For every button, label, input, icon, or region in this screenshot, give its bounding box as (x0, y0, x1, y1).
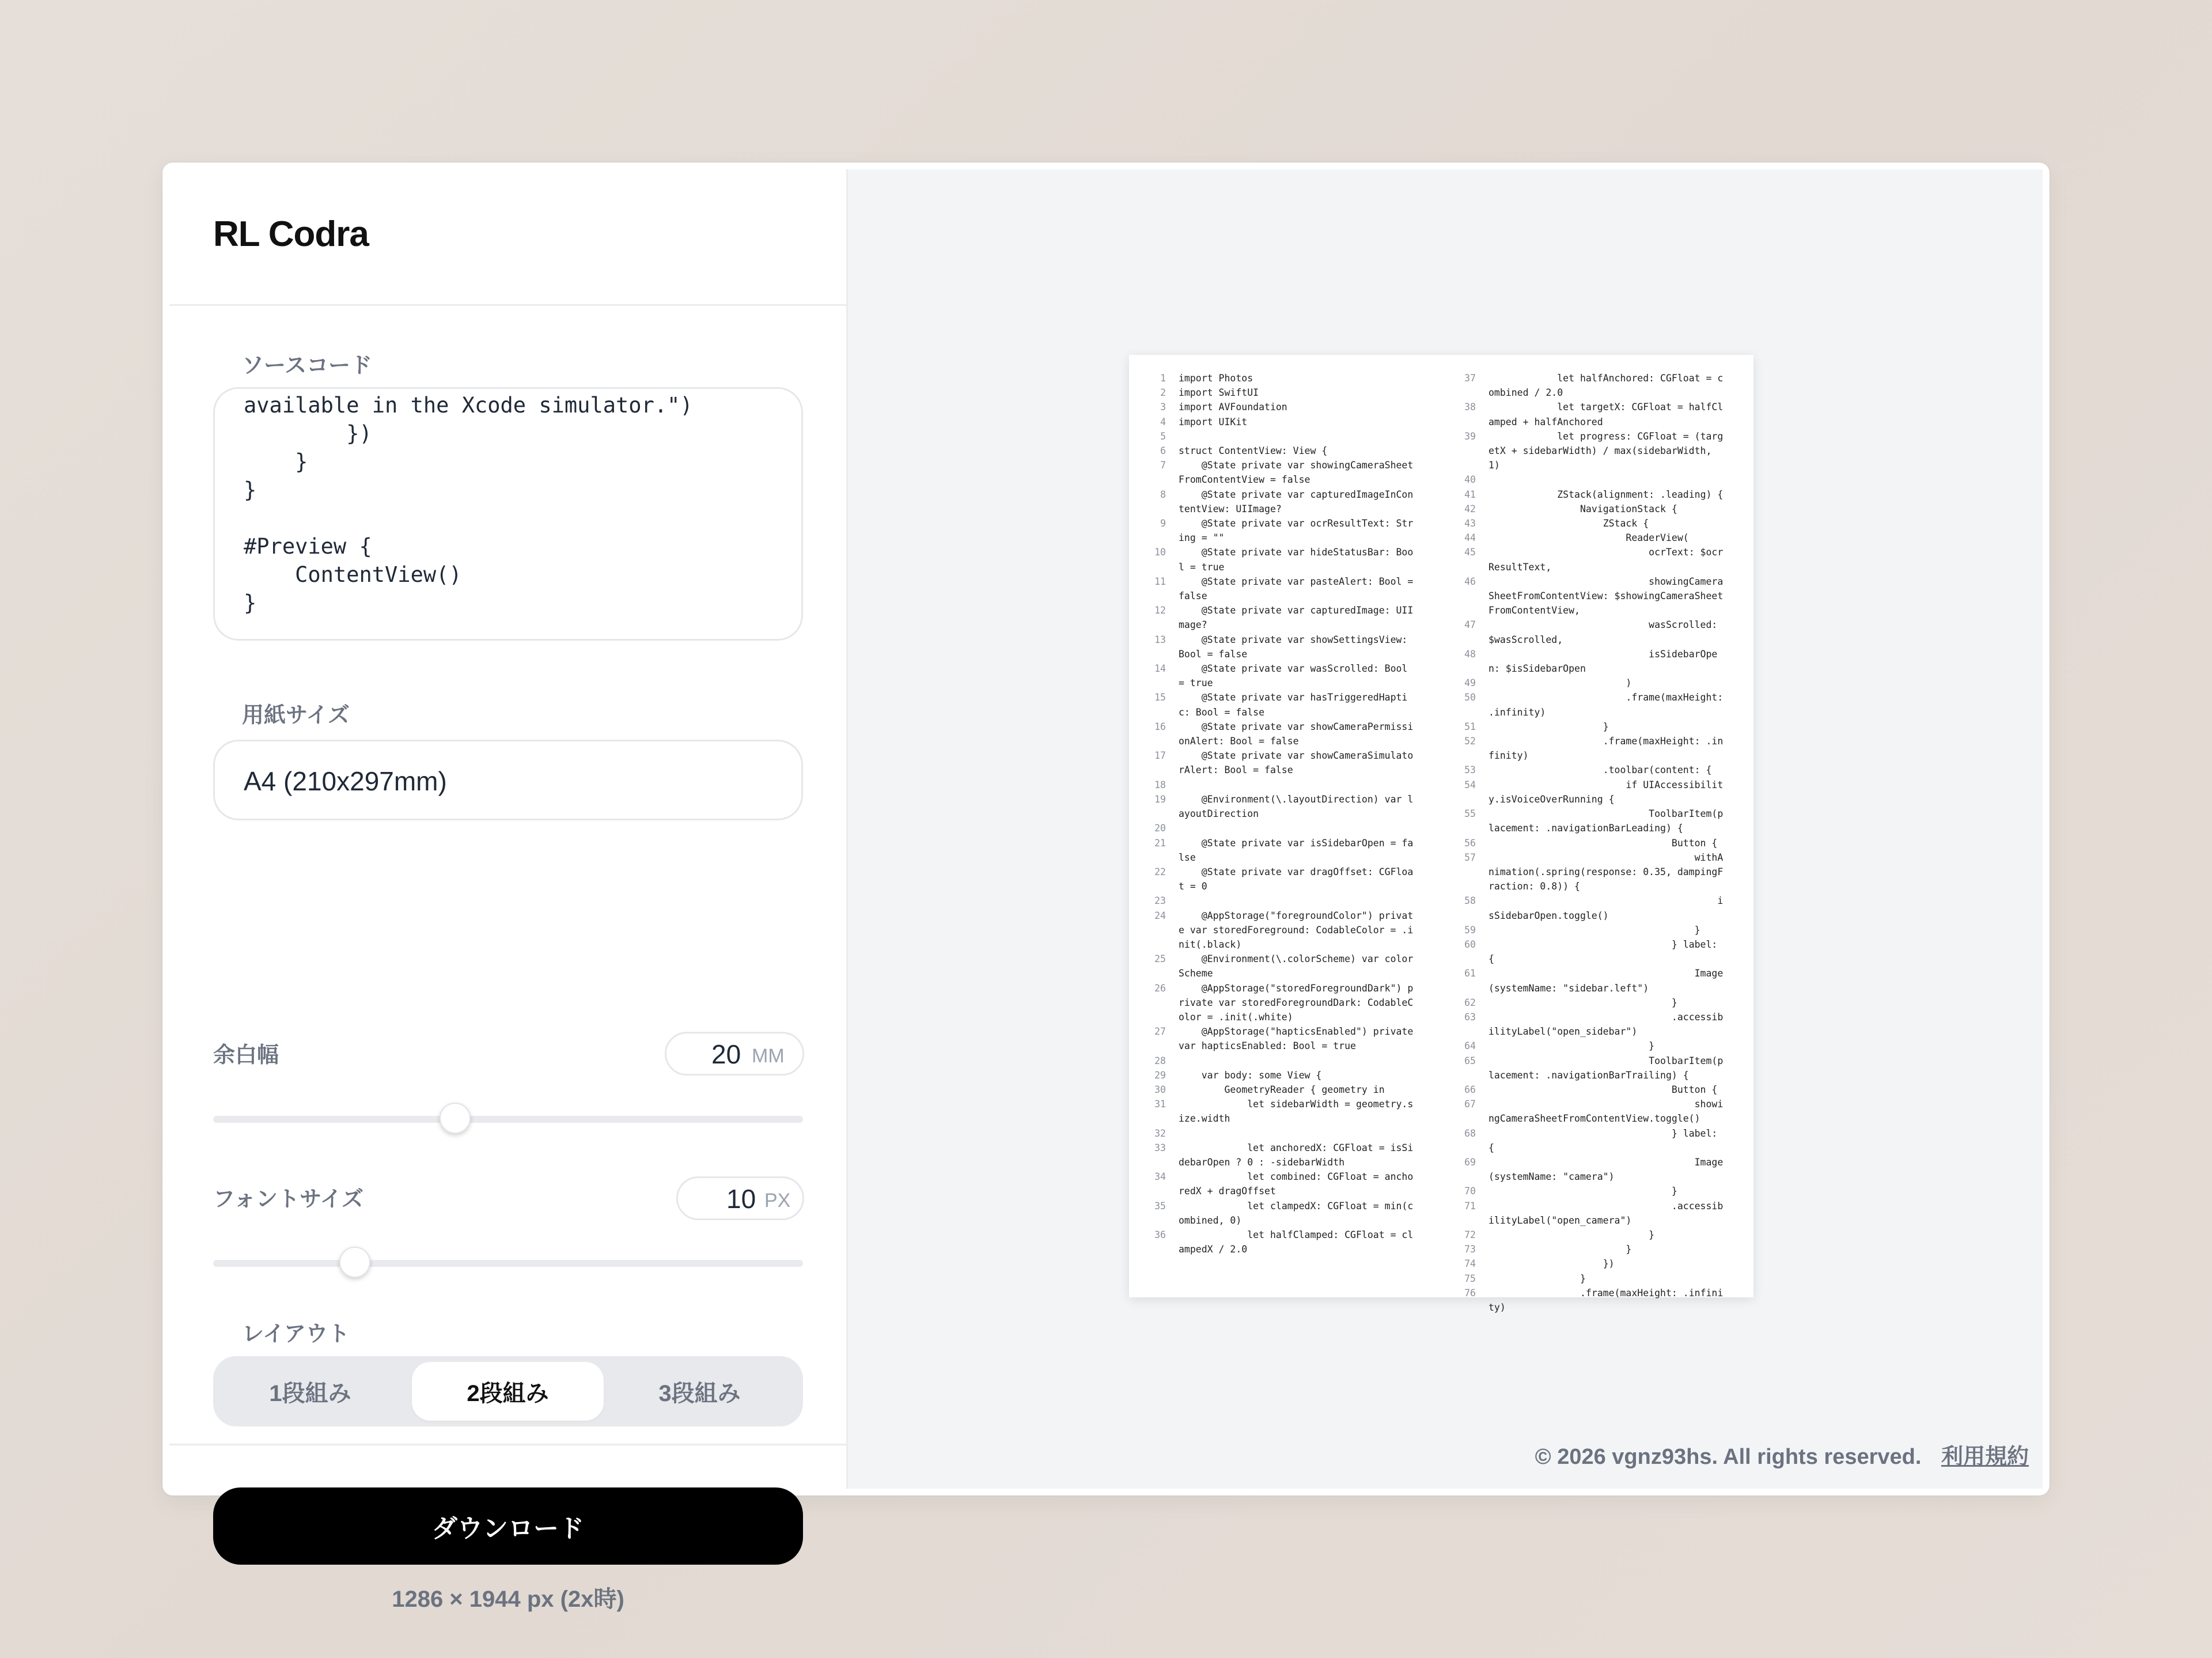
line-text: GeometryReader { geometry in (1179, 1084, 1385, 1095)
preview-code-line (1142, 748, 1430, 777)
line-text: Image(systemName: "camera") (1488, 1156, 1724, 1183)
preview-code-line (1142, 909, 1430, 952)
line-text: @Environment(\.layoutDirection) var layoutDirection (1179, 793, 1414, 820)
line-number: 33 (1154, 1142, 1166, 1153)
line-text: @State private var showSettingsView: Bool = false (1179, 634, 1414, 660)
preview-code-line (1452, 1242, 1740, 1256)
line-number: 68 (1464, 1127, 1476, 1139)
line-text: @State private var showingCameraSheetFromContentView = false (1179, 460, 1414, 486)
preview-code-line (1142, 516, 1430, 545)
paper-preview (1129, 355, 1753, 1313)
preview-code-line (1452, 1010, 1740, 1039)
line-text: } (1488, 997, 1677, 1008)
line-number: 38 (1464, 402, 1476, 413)
preview-code-line (1452, 763, 1740, 777)
line-number: 65 (1464, 1055, 1476, 1066)
line-number: 63 (1464, 1011, 1476, 1023)
line-number: 2 (1160, 387, 1166, 399)
preview-code-line (1452, 1286, 1740, 1315)
line-text (1179, 1054, 1418, 1068)
preview-code-line (1452, 1184, 1740, 1198)
line-number: 56 (1464, 837, 1476, 849)
paper-size-select[interactable] (213, 740, 803, 820)
preview-code-line (1142, 603, 1430, 632)
copyright-text: © 2026 vgnz93hs. All rights reserved. (1535, 1445, 1922, 1469)
terms-link[interactable]: 利用規約 (1941, 1445, 2029, 1469)
preview-code-line (1452, 676, 1740, 690)
preview-code-line (1142, 444, 1430, 458)
source-code-label: ソースコード (242, 354, 373, 378)
line-text: ToolbarItem(placement: .navigationBarLeading) { (1488, 808, 1724, 834)
preview-code-line (1142, 385, 1430, 400)
line-number: 13 (1154, 634, 1166, 645)
line-number: 57 (1464, 851, 1476, 863)
line-number: 19 (1154, 793, 1166, 805)
preview-code-line (1452, 937, 1740, 966)
line-number: 66 (1464, 1084, 1476, 1095)
line-text: import SwiftUI (1179, 387, 1259, 399)
preview-code-line (1452, 966, 1740, 995)
preview-code-line (1142, 371, 1430, 385)
line-number: 61 (1464, 968, 1476, 979)
line-text: } label: { (1488, 1127, 1724, 1153)
layout-segmented-control (213, 1356, 803, 1426)
preview-code-line (1452, 1199, 1740, 1228)
line-number: 52 (1464, 736, 1476, 747)
preview-code-line (1142, 574, 1430, 603)
line-number: 55 (1464, 808, 1476, 820)
line-text: @State private var ocrResultText: String = "" (1179, 518, 1414, 544)
preview-code-line (1142, 1228, 1430, 1256)
line-text: let clampedX: CGFloat = min(combined, 0) (1179, 1200, 1414, 1226)
line-number: 39 (1464, 430, 1476, 442)
line-text: if UIAccessibility.isVoiceOverRunning { (1488, 779, 1724, 805)
preview-code-line (1452, 531, 1740, 545)
line-text: isSidebarOpen: $isSidebarOpen (1488, 648, 1718, 675)
font-size-label: フォントサイズ (213, 1187, 364, 1212)
line-number: 27 (1154, 1026, 1166, 1038)
preview-code-line (1452, 720, 1740, 734)
line-text: } (1488, 721, 1609, 732)
line-number: 28 (1154, 1055, 1166, 1066)
settings-sidebar (169, 169, 848, 1612)
preview-code-line (1452, 923, 1740, 937)
line-number: 7 (1160, 460, 1166, 471)
line-text (1179, 894, 1418, 908)
line-text: @State private var isSidebarOpen = false (1179, 837, 1414, 863)
line-number: 31 (1154, 1099, 1166, 1110)
preview-code-line (1452, 545, 1740, 574)
preview-code-line (1142, 661, 1430, 690)
preview-code-line (1452, 1228, 1740, 1242)
preview-code-line (1452, 1256, 1740, 1271)
line-number: 26 (1154, 982, 1166, 994)
font-size-number-input[interactable] (676, 1176, 804, 1220)
source-code-textarea[interactable] (213, 387, 803, 641)
line-number: 11 (1154, 576, 1166, 587)
paper-size-value: A4 (210x297mm) (244, 766, 447, 796)
line-number: 62 (1464, 997, 1476, 1008)
preview-code-line (1142, 1169, 1430, 1198)
line-text: @State private var pasteAlert: Bool = false (1179, 576, 1419, 602)
line-text: let combined: CGFloat = anchoredX + dragOffset (1179, 1171, 1414, 1197)
app-window (162, 162, 2050, 1612)
layout-option-3-column[interactable]: 3段組み (658, 1380, 741, 1406)
line-text: @AppStorage("storedForegroundDark") private var storedForegroundDark: CodableColor = .init(.white) (1179, 982, 1414, 1023)
line-number: 10 (1154, 547, 1166, 558)
line-number: 49 (1464, 677, 1476, 689)
preview-code-line (1142, 429, 1430, 444)
line-text: } (1488, 1244, 1632, 1255)
line-text: withAnimation(.spring(response: 0.35, dampingFraction: 0.8)) { (1488, 851, 1724, 892)
line-number: 75 (1464, 1273, 1476, 1284)
line-text: } (1488, 1229, 1655, 1240)
line-text: .accessibilityLabel("open_camera") (1488, 1200, 1724, 1226)
layout-option-2-column[interactable]: 2段組み (412, 1362, 604, 1421)
preview-code-line (1142, 1141, 1430, 1169)
line-number: 74 (1464, 1258, 1476, 1270)
line-text: @State private var dragOffset: CGFloat = 0 (1179, 866, 1414, 892)
line-number: 72 (1464, 1229, 1476, 1240)
line-number: 4 (1160, 416, 1166, 427)
line-text: import AVFoundation (1179, 402, 1287, 413)
preview-code-line (1452, 836, 1740, 850)
divider (169, 1444, 846, 1445)
line-text: @AppStorage("foregroundColor") private var storedForeground: CodableColor = .init(.black) (1179, 910, 1414, 950)
preview-code-line (1452, 778, 1740, 807)
line-number: 60 (1464, 938, 1476, 950)
preview-code-line (1452, 1039, 1740, 1053)
line-text: ZStack(alignment: .leading) { (1488, 489, 1724, 500)
line-text: } (1488, 924, 1700, 936)
line-text: } (1488, 1186, 1677, 1197)
margin-slider-thumb[interactable] (440, 1103, 471, 1134)
preview-code-line (1452, 1155, 1740, 1184)
layout-label: レイアウト (242, 1322, 350, 1346)
margin-number-input[interactable] (665, 1032, 804, 1076)
line-number: 45 (1464, 547, 1476, 558)
preview-code-line (1142, 952, 1430, 981)
line-number: 70 (1464, 1186, 1476, 1197)
line-number: 58 (1464, 895, 1476, 907)
line-number: 59 (1464, 924, 1476, 936)
line-text: @AppStorage("hapticsEnabled") private var hapticsEnabled: Bool = true (1179, 1026, 1419, 1052)
line-number: 44 (1464, 532, 1476, 544)
margin-unit: MM (752, 1045, 785, 1067)
preview-code-line (1142, 1068, 1430, 1082)
line-number: 47 (1464, 619, 1476, 631)
line-text: struct ContentView: View { (1179, 445, 1328, 457)
preview-code-line (1452, 647, 1740, 676)
line-number: 12 (1154, 605, 1166, 616)
preview-code-line (1452, 1271, 1740, 1286)
line-number: 14 (1154, 663, 1166, 675)
line-number: 6 (1160, 445, 1166, 457)
line-text: let progress: CGFloat = (targetX + sidebarWidth) / max(sidebarWidth, 1) (1488, 430, 1724, 471)
download-button[interactable]: ダウンロード (213, 1487, 803, 1565)
line-text: ToolbarItem(placement: .navigationBarTrailing) { (1488, 1055, 1724, 1081)
line-text: } (1488, 1040, 1655, 1052)
line-text: @State private var capturedImage: UIImage? (1179, 605, 1414, 631)
line-number: 17 (1154, 750, 1166, 762)
line-number: 43 (1464, 518, 1476, 529)
line-number: 20 (1154, 823, 1166, 834)
preview-code-line (1452, 1126, 1740, 1155)
preview-code-line (1452, 807, 1740, 835)
line-number: 30 (1154, 1084, 1166, 1095)
app-header (169, 169, 846, 306)
line-number: 42 (1464, 503, 1476, 514)
preview-code-line (1142, 1126, 1430, 1141)
line-text: .accessibilityLabel("open_sidebar") (1488, 1011, 1724, 1038)
preview-code-line (1142, 1082, 1430, 1097)
preview-code-line (1142, 545, 1430, 574)
line-text: }) (1488, 1258, 1615, 1270)
line-number: 36 (1154, 1229, 1166, 1240)
line-text: ) (1488, 677, 1632, 689)
preview-code-line (1142, 1054, 1430, 1068)
preview-code-line (1452, 1097, 1740, 1126)
line-text: Image(systemName: "sidebar.left") (1488, 968, 1724, 994)
line-text: let halfAnchored: CGFloat = combined / 2.0 (1488, 373, 1724, 399)
line-text: } label: { (1488, 938, 1724, 965)
line-number: 18 (1154, 779, 1166, 790)
line-number: 9 (1160, 518, 1166, 529)
line-text: @State private var wasScrolled: Bool = true (1179, 663, 1414, 689)
preview-code-line (1452, 734, 1740, 763)
preview-code-line (1142, 865, 1430, 894)
line-number: 73 (1464, 1244, 1476, 1255)
line-text: @State private var showCameraPermissionAlert: Bool = false (1179, 721, 1414, 747)
preview-code-line (1452, 894, 1740, 922)
preview-code-line (1452, 690, 1740, 719)
line-number: 37 (1464, 373, 1476, 384)
line-number: 34 (1154, 1171, 1166, 1183)
line-number: 40 (1464, 474, 1476, 486)
line-number: 32 (1154, 1127, 1166, 1139)
preview-code-line (1452, 850, 1740, 894)
app-title: RL Codra (213, 214, 369, 254)
app-inner (169, 169, 2043, 1612)
preview-pane (848, 169, 2043, 1489)
line-text: let halfClamped: CGFloat = clampedX / 2.0 (1179, 1229, 1414, 1255)
preview-code-line (1142, 1097, 1430, 1126)
font-size-value: 10 (726, 1184, 756, 1214)
font-size-slider-thumb[interactable] (339, 1247, 370, 1278)
line-text: ocrText: $ocrResultText, (1488, 547, 1724, 573)
line-text: @State private var showCameraSimulatorAlert: Bool = false (1179, 750, 1414, 776)
line-number: 35 (1154, 1200, 1166, 1212)
preview-code-line (1142, 792, 1430, 821)
preview-code-line (1452, 472, 1740, 487)
source-code-text: available in the Xcode simulator.") }) } } #Preview { ContentView() } (244, 393, 693, 615)
line-text: let targetX: CGFloat = halfClamped + halfAnchored (1488, 402, 1724, 427)
preview-code-line (1452, 371, 1740, 400)
line-text: ReaderView( (1488, 532, 1689, 544)
line-text: var body: some View { (1179, 1069, 1322, 1081)
line-text: @Environment(\.colorScheme) var colorScheme (1179, 953, 1414, 979)
margin-slider[interactable] (213, 1116, 803, 1123)
preview-code-line (1142, 690, 1430, 719)
line-number: 53 (1464, 764, 1476, 776)
line-number: 64 (1464, 1040, 1476, 1052)
line-number: 16 (1154, 721, 1166, 732)
line-text: @State private var capturedImageInContentView: UIImage? (1179, 489, 1414, 514)
line-text: showingCameraSheetFromContentView.toggle() (1488, 1099, 1724, 1125)
line-text: .frame(maxHeight: .infinity) (1488, 692, 1729, 718)
line-number: 3 (1160, 402, 1166, 413)
margin-label: 余白幅 (213, 1043, 279, 1068)
preview-code-line (1142, 1024, 1430, 1053)
line-number: 69 (1464, 1156, 1476, 1168)
line-number: 29 (1154, 1069, 1166, 1081)
preview-code-line (1142, 487, 1430, 516)
preview-code-line (1142, 633, 1430, 661)
line-number: 21 (1154, 837, 1166, 849)
preview-code-line (1452, 516, 1740, 531)
line-number: 51 (1464, 721, 1476, 732)
preview-code-line (1142, 458, 1430, 487)
preview-code-line (1452, 487, 1740, 502)
line-text: .toolbar(content: { (1488, 764, 1712, 776)
line-number: 67 (1464, 1099, 1476, 1110)
line-text: } (1488, 1273, 1586, 1284)
line-text: showingCameraSheetFromContentView: $showingCameraSheetFromContentView, (1488, 576, 1724, 616)
preview-code-line (1452, 995, 1740, 1010)
line-number: 22 (1154, 866, 1166, 877)
preview-code-line (1142, 836, 1430, 865)
line-text (1179, 778, 1418, 792)
line-text: let sidebarWidth = geometry.size.width (1179, 1099, 1414, 1125)
preview-code-line (1142, 415, 1430, 429)
font-size-unit: PX (764, 1190, 791, 1212)
line-number: 48 (1464, 648, 1476, 660)
line-number: 54 (1464, 779, 1476, 790)
preview-code-line (1452, 574, 1740, 618)
line-number: 50 (1464, 692, 1476, 703)
line-text: import Photos (1179, 373, 1253, 384)
line-text (1179, 821, 1418, 835)
line-text: Button { (1488, 1084, 1718, 1095)
line-text (1179, 1126, 1418, 1141)
preview-code-line (1142, 821, 1430, 835)
line-text: Button { (1488, 837, 1718, 849)
line-number: 24 (1154, 910, 1166, 921)
preview-code-line (1142, 1199, 1430, 1228)
line-text: .frame(maxHeight: .infinity) (1488, 1287, 1724, 1313)
preview-code-line (1452, 618, 1740, 646)
line-text: let anchoredX: CGFloat = isSidebarOpen ? 0 : -sidebarWidth (1179, 1142, 1414, 1168)
line-number: 5 (1160, 430, 1166, 442)
preview-code-line (1452, 1054, 1740, 1082)
line-text: ZStack { (1488, 518, 1649, 529)
line-number: 15 (1154, 692, 1166, 703)
preview-code-line (1142, 894, 1430, 908)
line-text: @State private var hideStatusBar: Bool = true (1179, 547, 1414, 573)
margin-value: 20 (711, 1039, 741, 1069)
preview-code-line (1142, 720, 1430, 748)
line-number: 76 (1464, 1287, 1476, 1299)
line-text: isSidebarOpen.toggle() (1488, 895, 1724, 921)
line-text: .frame(maxHeight: .infinity) (1488, 736, 1724, 762)
line-number: 71 (1464, 1200, 1476, 1212)
preview-code-line (1452, 429, 1740, 473)
line-number: 41 (1464, 489, 1476, 500)
preview-code-line (1452, 1082, 1740, 1097)
line-text (1179, 429, 1418, 444)
line-text (1488, 472, 1728, 487)
preview-code-line (1142, 981, 1430, 1025)
font-size-slider[interactable] (213, 1260, 803, 1267)
footer (1535, 1446, 2029, 1468)
preview-code-line (1452, 502, 1740, 516)
line-number: 46 (1464, 576, 1476, 587)
preview-code-line (1452, 400, 1740, 429)
line-number: 25 (1154, 953, 1166, 965)
line-number: 1 (1160, 373, 1166, 384)
preview-code-line (1142, 778, 1430, 792)
line-text: import UIKit (1179, 416, 1248, 427)
line-text: wasScrolled: $wasScrolled, (1488, 619, 1724, 645)
preview-column-2 (1452, 371, 1740, 1315)
line-number: 8 (1160, 489, 1166, 500)
preview-code-line (1142, 400, 1430, 414)
line-text: @State private var hasTriggeredHaptic: Bool = false (1179, 692, 1408, 718)
preview-column-1 (1142, 371, 1430, 1256)
output-size-note: 1286 × 1944 px (2x時) (392, 1587, 624, 1612)
line-number: 23 (1154, 895, 1166, 907)
paper-size-label: 用紙サイズ (242, 703, 350, 728)
layout-option-1-column[interactable]: 1段組み (269, 1380, 351, 1406)
line-text: NavigationStack { (1488, 503, 1677, 514)
